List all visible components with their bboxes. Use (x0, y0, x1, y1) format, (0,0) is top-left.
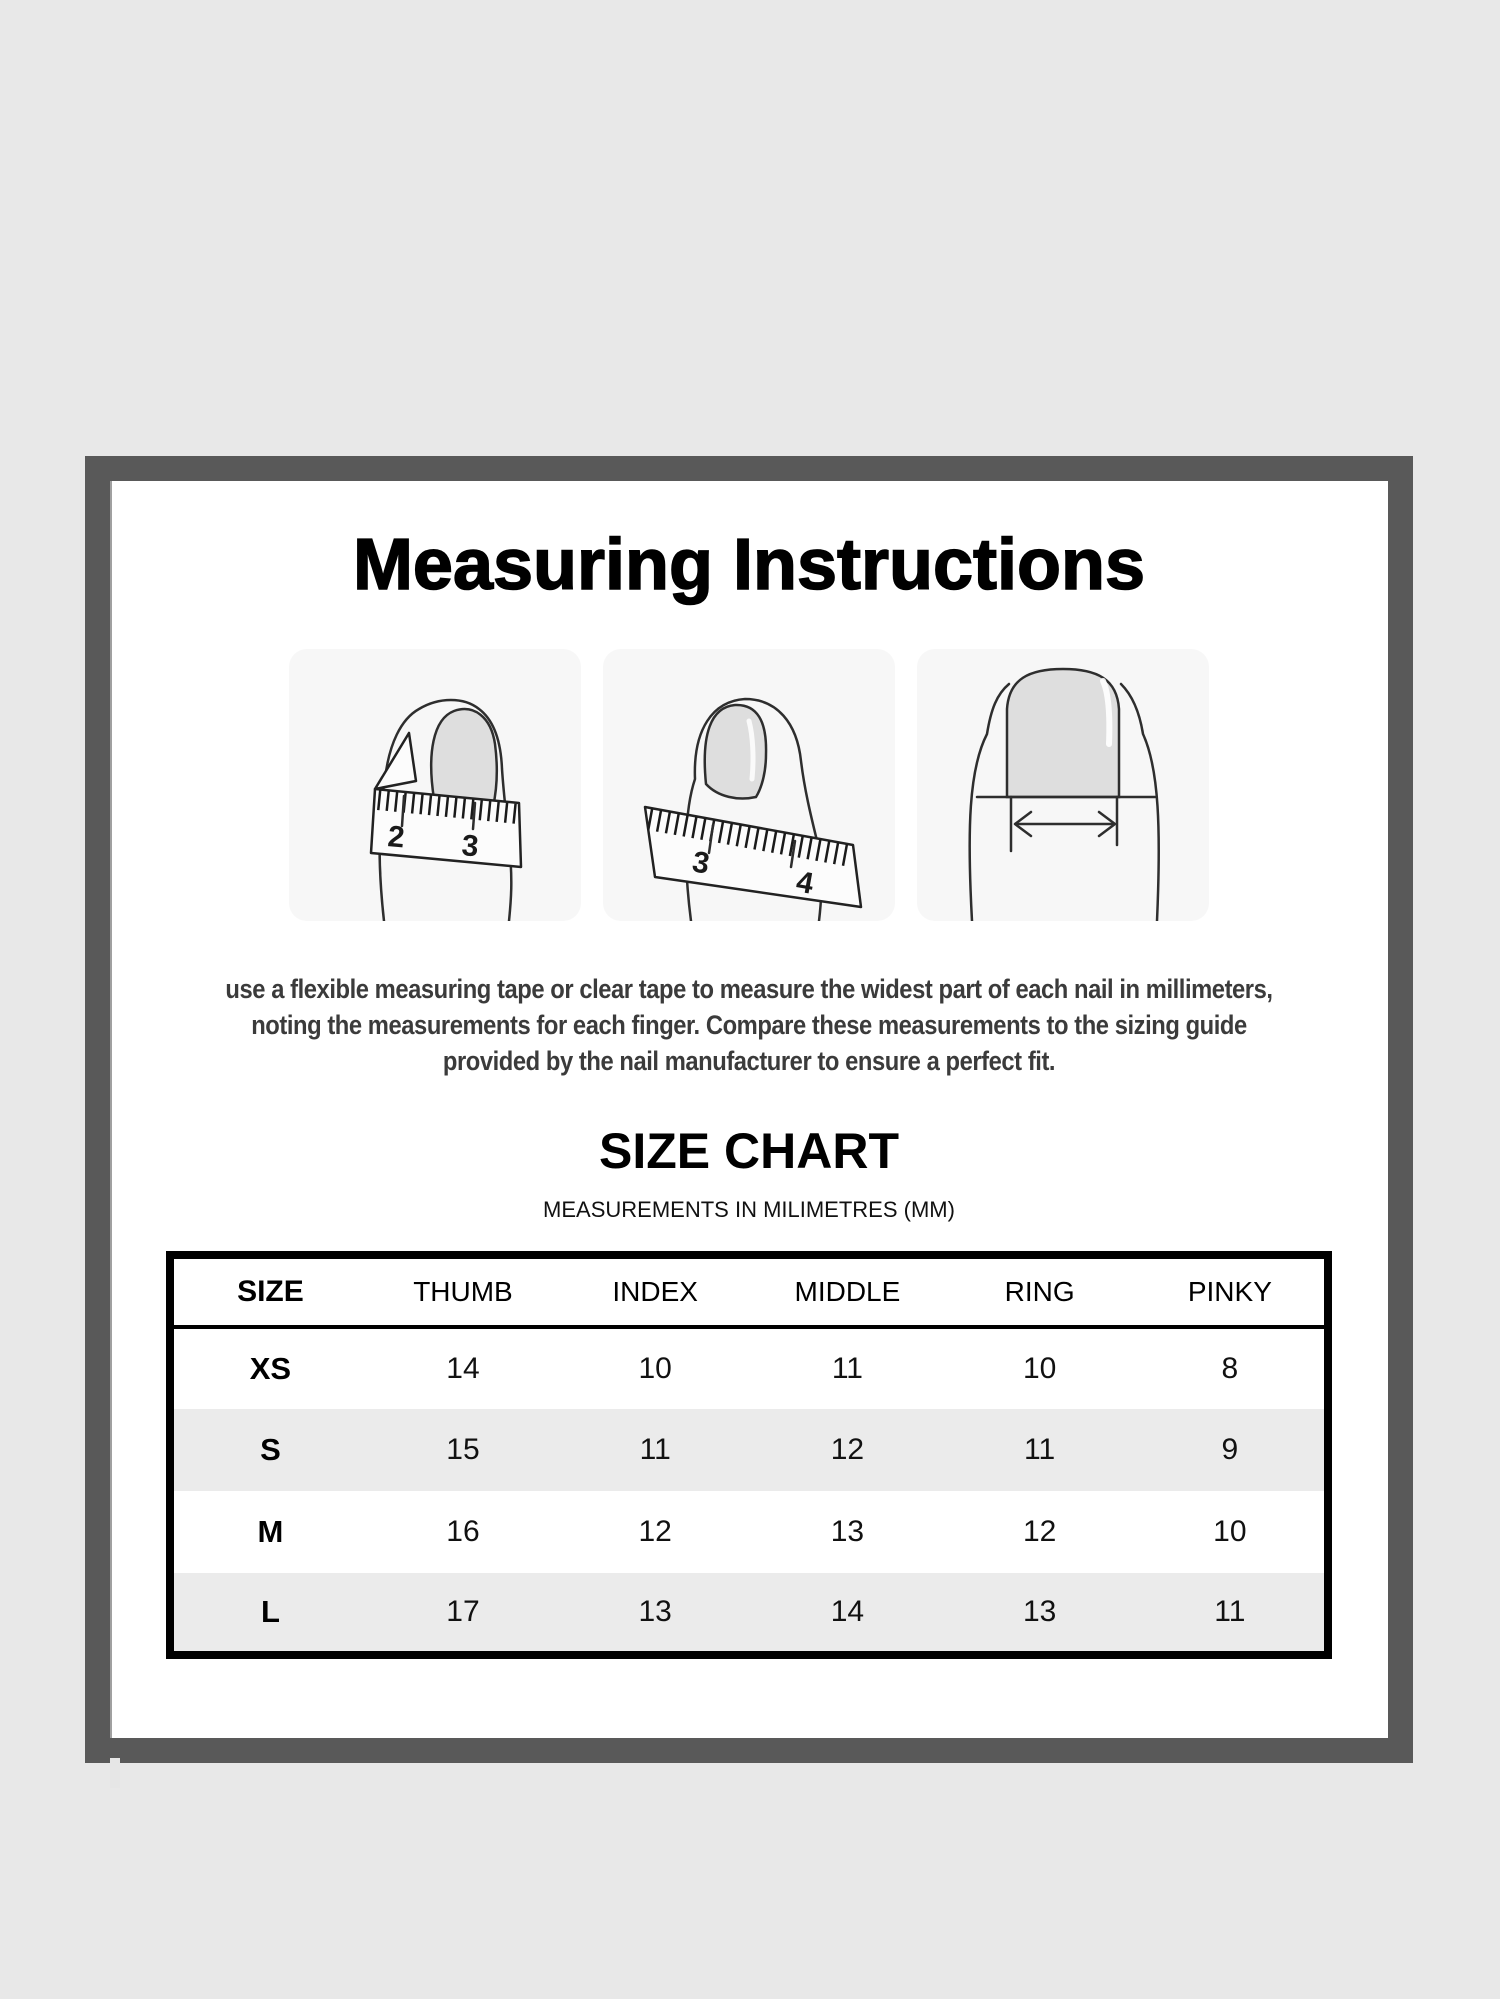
cell-s-middle: 12 (830, 1432, 865, 1466)
column-header-index: INDEX (559, 1255, 751, 1327)
nail-width-illustration (917, 649, 1209, 921)
size-row-s (170, 1409, 1328, 1491)
size-label-l: L (260, 1593, 280, 1629)
nail-width-arrow-icon (917, 649, 1209, 921)
cell-m-middle: 13 (830, 1514, 865, 1548)
cell-l-thumb: 17 (446, 1594, 480, 1628)
size-row-l (170, 1573, 1328, 1655)
cell-m-pinky: 10 (1213, 1514, 1247, 1548)
svg-text:2: 2 (386, 820, 406, 855)
finger-tape-illustration-2 (603, 649, 895, 921)
column-header-thumb: THUMB (367, 1255, 559, 1327)
svg-text:4: 4 (793, 865, 816, 901)
cell-xs-index: 10 (638, 1351, 672, 1385)
finger-tape-illustration-1 (289, 649, 581, 921)
instruction-card (85, 456, 1413, 1763)
size-chart-table (166, 1251, 1332, 1659)
column-header-middle: MIDDLE (751, 1255, 943, 1327)
instructions-line-3: provided by the nail manufacturer to ensure a perfect fit. (442, 1046, 1056, 1077)
cell-m-ring: 12 (1022, 1514, 1057, 1548)
svg-text:3: 3 (689, 845, 712, 881)
svg-text:3: 3 (460, 829, 480, 864)
cell-xs-thumb: 14 (446, 1351, 480, 1385)
measuring-instructions-text (187, 971, 1312, 1079)
cell-xs-ring: 10 (1022, 1351, 1057, 1385)
column-header-pinky: PINKY (1136, 1255, 1328, 1327)
finger-tape-1-icon (289, 649, 581, 921)
cell-xs-middle: 11 (831, 1351, 863, 1385)
finger-tape-2-icon (603, 649, 895, 921)
scan-artifact (110, 1758, 120, 1788)
size-chart-subtitle: MEASUREMENTS IN MILIMETRES (MM) (543, 1196, 955, 1222)
column-header-ring: RING (944, 1255, 1136, 1327)
size-row-m (170, 1491, 1328, 1573)
size-chart-header-row (170, 1255, 1328, 1327)
instructions-line-1: use a flexible measuring tape or clear tape to measure the widest part of each nail in millimeters, (225, 974, 1273, 1005)
cell-s-ring: 11 (1024, 1432, 1056, 1466)
cell-l-pinky: 11 (1214, 1594, 1246, 1628)
size-label-s: S (260, 1431, 281, 1467)
size-label-m: M (257, 1513, 284, 1549)
illustration-row (110, 649, 1388, 921)
cell-s-thumb: 15 (446, 1432, 480, 1466)
cell-m-thumb: 16 (446, 1514, 480, 1548)
instructions-line-2: noting the measurements for each finger. Compare these measurements to the sizing guide (251, 1010, 1247, 1041)
cell-l-middle: 14 (830, 1594, 865, 1628)
column-header-size: SIZE (170, 1255, 367, 1327)
size-chart-title: SIZE CHART (599, 1123, 899, 1180)
cell-l-index: 13 (638, 1594, 672, 1628)
cell-xs-pinky: 8 (1221, 1351, 1239, 1385)
cell-s-pinky: 9 (1221, 1432, 1239, 1466)
size-row-xs (170, 1327, 1328, 1409)
cell-s-index: 11 (639, 1432, 671, 1466)
size-label-xs: XS (249, 1350, 292, 1386)
cell-l-ring: 13 (1022, 1594, 1057, 1628)
cell-m-index: 12 (638, 1514, 672, 1548)
page-title: Measuring Instructions (352, 525, 1146, 605)
